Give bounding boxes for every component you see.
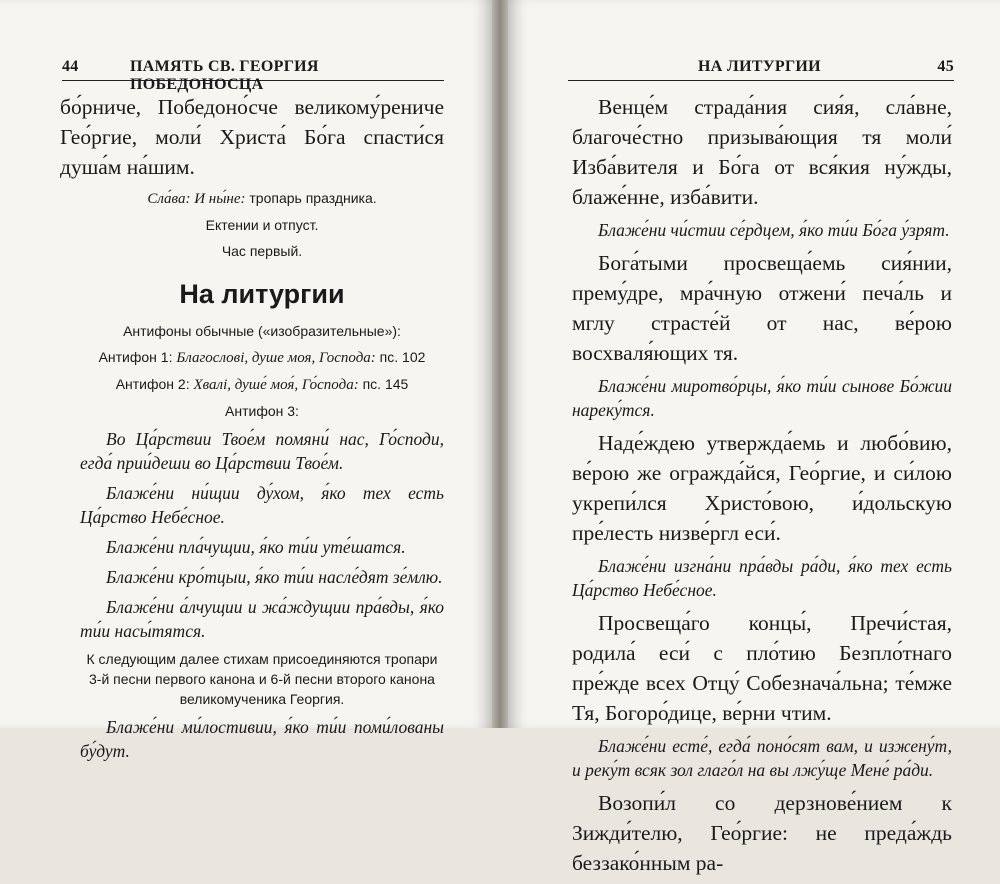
left-page — [0, 0, 492, 761]
page-number: 44 — [62, 58, 79, 75]
troparion: Бога́тыми просвеща́емь сия́нии, прему́дре, мра́чную отжени́ печа́ль и мглу страсте́й от нас, ве́рою восхваля́ющих тя. — [572, 251, 952, 365]
chas-line: Час первый. — [221, 243, 303, 259]
antifon-1-label: Антифон 1: — [98, 349, 177, 365]
verse: Блаже́ни изгна́ни пра́вды ра́ди, я́ко тех есть Ца́рство Небе́сное. — [572, 556, 952, 600]
troparion: Венце́м страда́ния сия́я, сла́вне, благоче́стно призыва́ющия тя моли́ Изба́вителя и Бо́га от вся́кия ну́жды, блаже́нне, изба́вити. — [572, 95, 952, 209]
book-gutter — [492, 0, 508, 728]
antifon-2-text: Хвалі, душе́ моя́, Го́спода: — [193, 377, 359, 393]
verse: Блаже́ни есте́, егда́ поно́сят вам, и изжену́т, и реку́т всяк зол глаго́л на вы лжу́ще Мене́ ра́ди. — [572, 736, 952, 780]
left-page-body — [60, 92, 444, 769]
page-number: 45 — [937, 58, 954, 75]
slava-text: тропарь праздника. — [245, 190, 377, 206]
antifon-3: Антифон 3: — [225, 403, 299, 419]
section-heading: На литургии — [179, 279, 345, 309]
troparion: Возопи́л со дерзнове́нием к Зижди́телю, Гео́ргие: не преда́ждь беззако́нным ра- — [572, 791, 952, 875]
antifon-1-text: Благослові, душе моя, Господа: — [176, 350, 376, 366]
antifons-note: Антифоны обычные («изобразительные»): — [123, 323, 401, 339]
verse: Во Ца́рствии Твое́м помяни́ нас, Го́споди, егда́ прии́деши во Ца́рствии Твое́м. — [80, 429, 444, 473]
left-page-header — [62, 58, 444, 93]
antifon-1-ref: пс. 102 — [375, 349, 426, 365]
verse: Блаже́ни кро́тцыи, я́ко ти́и насле́дят зе́млю. — [106, 567, 443, 587]
verse: Блаже́ни ни́щии ду́хом, я́ко тех есть Ца́рство Небе́сное. — [80, 483, 444, 527]
intro-paragraph: бо́рниче, Победоно́сче великому́рениче Гео́ргие, моли́ Христа́ Бо́га спасти́ся душа́м на́шим. — [60, 95, 444, 179]
rubric: К следующим далее стихам присоединяются тропари 3-й песни первого канона и 6-й песни второго канона великомученика Георгия. — [86, 651, 438, 707]
verse: Блаже́ни ми́лостивии, я́ко ти́и поми́лованы бу́дут. — [80, 717, 444, 761]
antifon-1 — [80, 347, 444, 368]
right-page — [508, 0, 1000, 875]
running-title: ПАМЯТЬ СВ. ГЕОРГИЯ ПОБЕДОНОСЦА — [130, 58, 319, 93]
antifon-2 — [80, 374, 444, 395]
troparion: Просвеща́го концы́, Пречи́стая, родила́ еси́ с пло́тию Безпло́тнаго пре́жде всех Отцу́ Собезнача́льна; те́мже Тя, Богоро́дице, ве́рни чтим. — [572, 611, 952, 725]
verse: Блаже́ни миротво́рцы, я́ко ти́и сынове Бо́жии нареку́тся. — [572, 376, 952, 420]
right-page-header — [568, 58, 954, 81]
antifon-2-ref: пс. 145 — [358, 376, 409, 392]
slava-line — [80, 188, 444, 209]
running-title: НА ЛИТУРГИИ — [698, 58, 821, 75]
slava-label: Сла́ва: И ны́не: — [147, 191, 246, 207]
antifon-2-label: Антифон 2: — [115, 376, 194, 392]
verse: Блаже́ни а́лчущии и жа́ждущии пра́вды, я́ко ти́и насы́тятся. — [80, 597, 444, 641]
verse: Блаже́ни пла́чущии, я́ко ти́и уте́шатся. — [106, 537, 406, 557]
right-page-body — [572, 92, 952, 884]
troparion: Наде́ждею утвержда́емь и любо́вию, ве́рою же огражда́йся, Гео́ргие, и си́лою укрепи́лся Христо́вою, и́дольскую пре́лесть низве́ргл еси́. — [572, 431, 952, 545]
verse: Блаже́ни чи́стии се́рдцем, я́ко ти́и Бо́га у́зрят. — [598, 220, 950, 240]
ekteniya-line: Ектении и отпуст. — [205, 217, 319, 233]
